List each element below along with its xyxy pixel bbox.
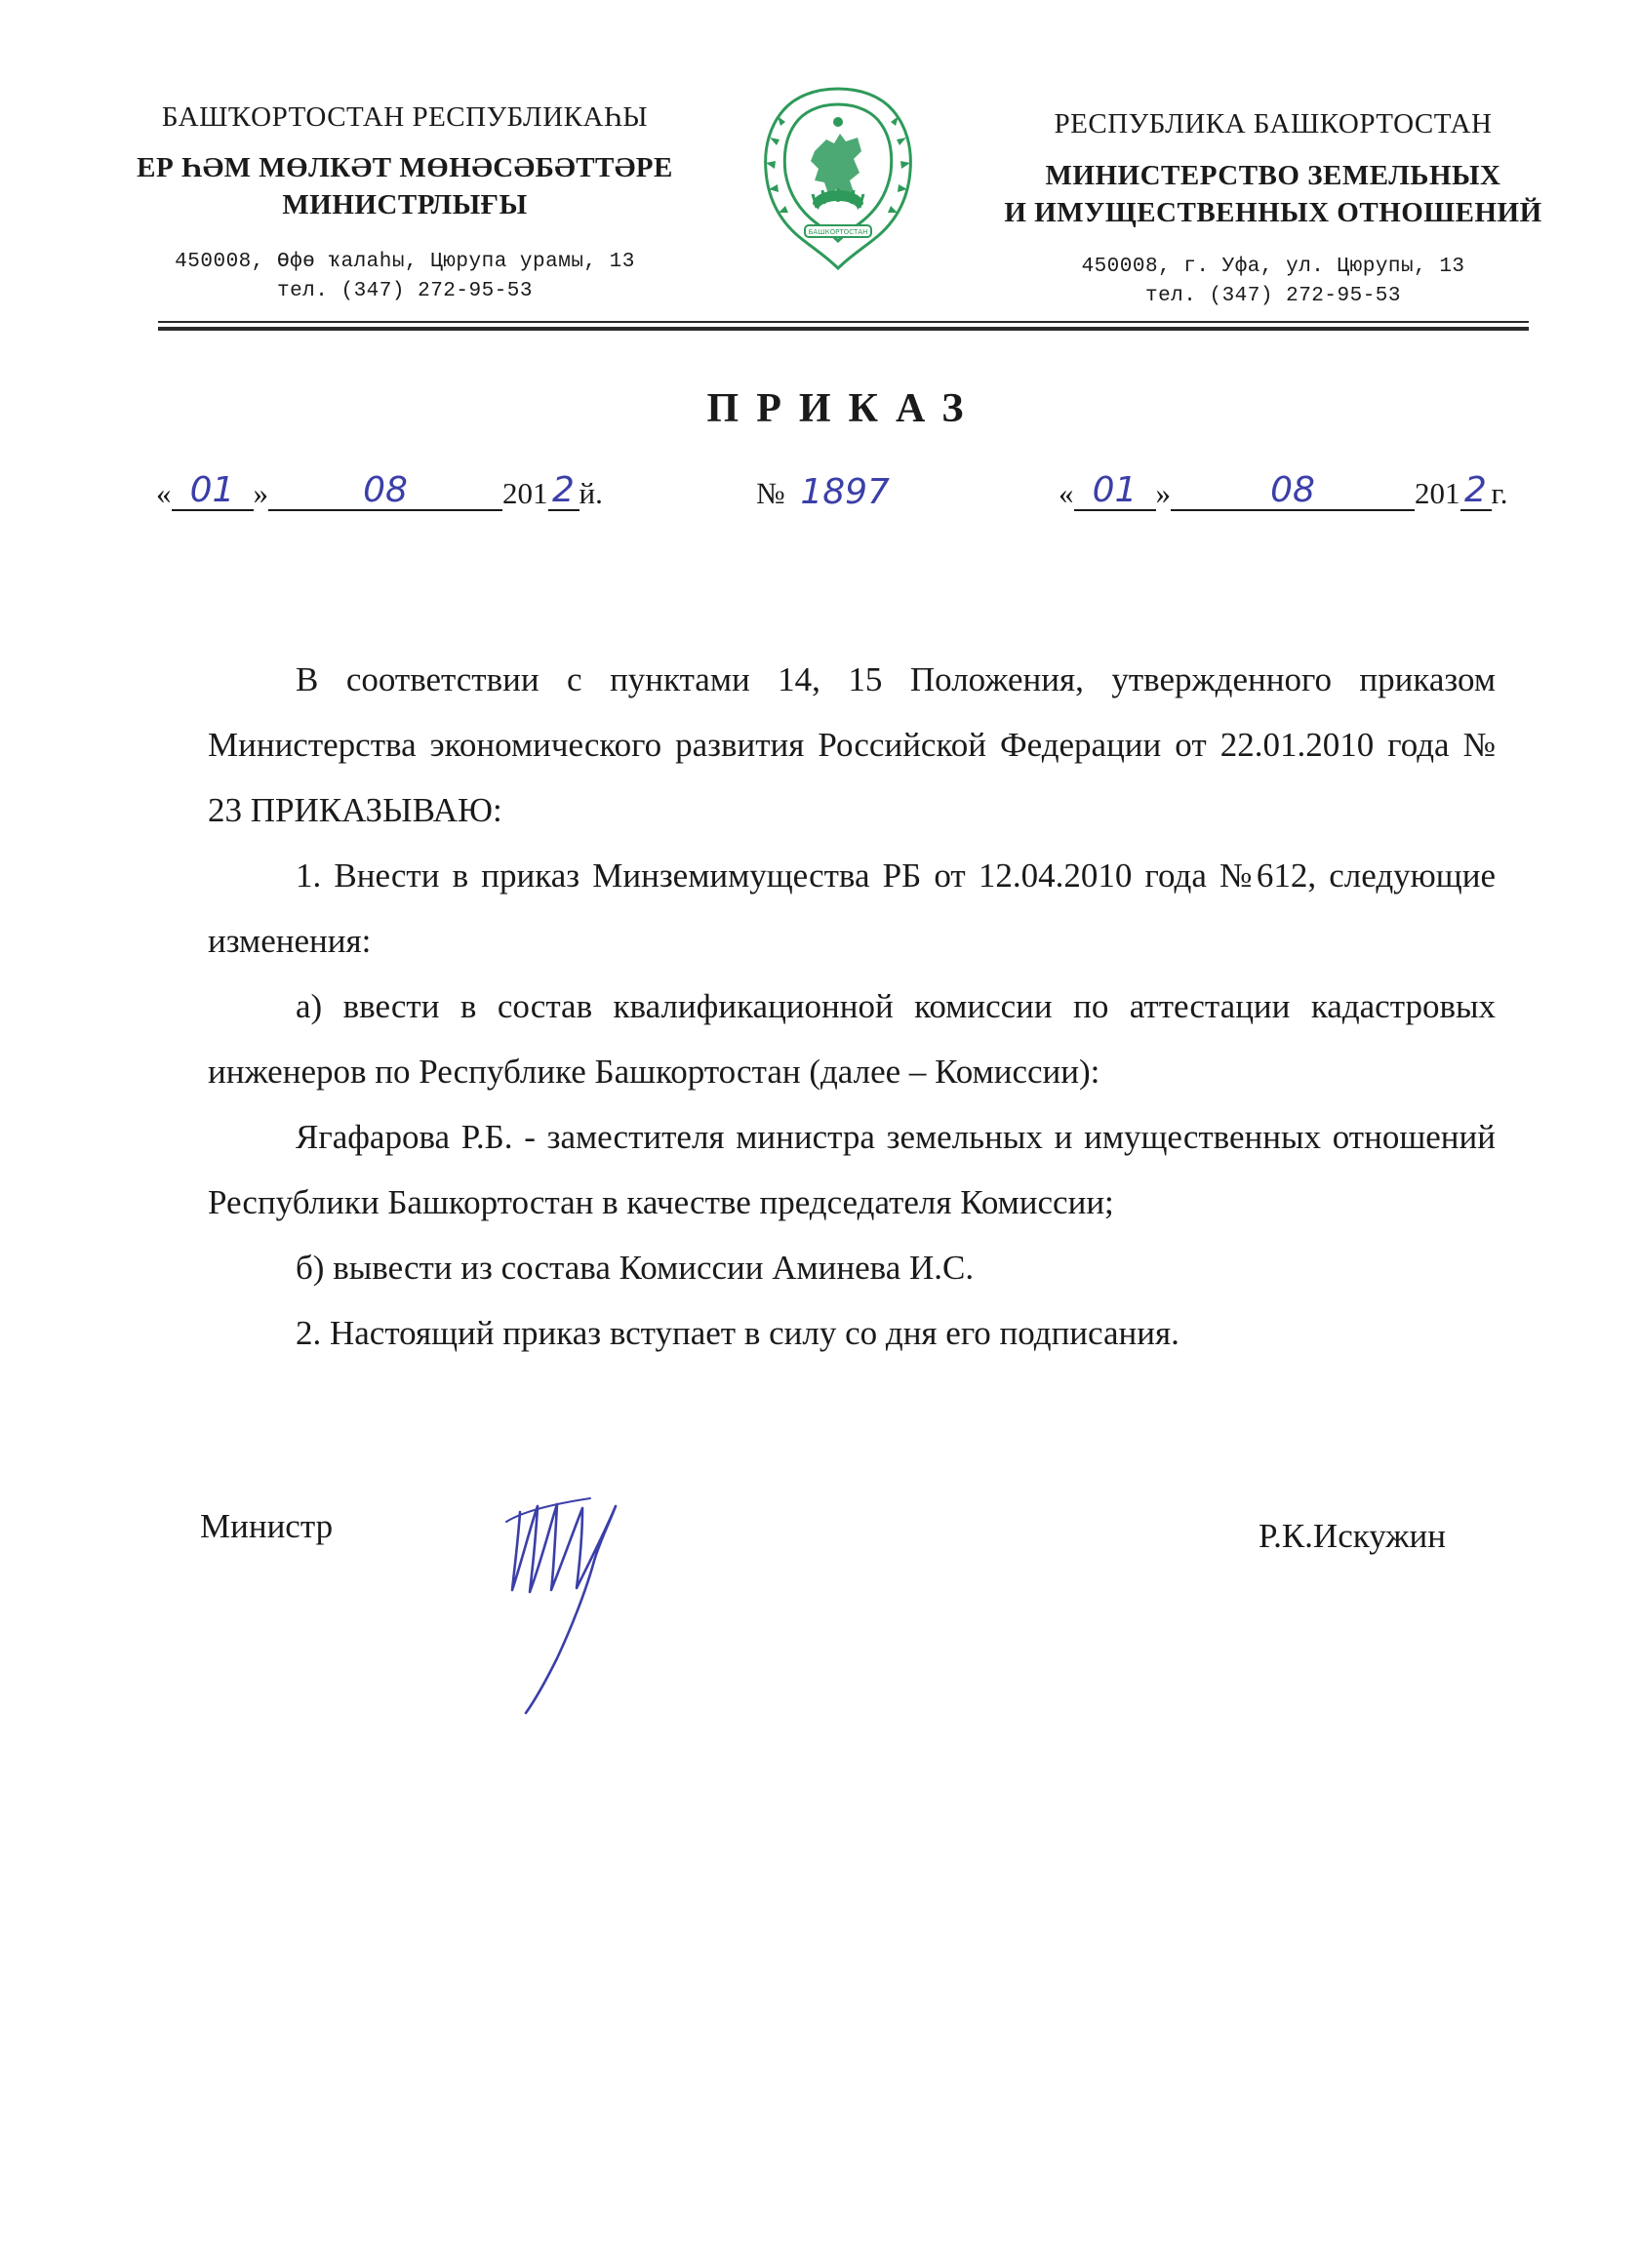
paragraph-item-1: 1. Внести в приказ Минземимущества РБ от 12.04.2010 года №612, следующие изменения: — [208, 856, 1496, 960]
header-left-republic: БАШҠОРТОСТАН РЕСПУБЛИКАҺЫ — [161, 101, 649, 133]
body-text — [208, 647, 1496, 1366]
date-right-suffix: г. — [1491, 476, 1508, 510]
date-right-year-prefix: 201 — [1415, 476, 1460, 510]
paragraph-preamble: В соответствии с пунктами 14, 15 Положения, утвержденного приказом Министерства экономического развития Российской Федерации от 22.01.2010 года № 23 ПРИКАЗЫВАЮ: — [208, 660, 1496, 829]
header-right-republic: РЕСПУБЛИКА БАШКОРТОСТАН — [1054, 108, 1493, 139]
date-right-close-quote: » — [1155, 476, 1171, 510]
date-right-day: 01 — [1074, 476, 1156, 511]
date-right-open-quote: « — [1059, 476, 1074, 510]
order-number — [756, 472, 890, 512]
date-right — [1059, 470, 1508, 511]
coat-of-arms-emblem — [756, 83, 920, 278]
header-left-ministry-line1: ЕР ҺӘМ МӨЛКӘТ МӨНӘСӘБӘТТӘРЕ — [137, 152, 673, 183]
date-left-day: 01 — [172, 476, 254, 511]
date-left-open-quote: « — [156, 476, 172, 510]
paragraph-item-2: 2. Настоящий приказ вступает в силу со дня его подписания. — [296, 1314, 1179, 1352]
signer-title: Министр — [200, 1507, 334, 1545]
date-right-year-digit: 2 — [1460, 476, 1492, 511]
date-right-month: 08 — [1171, 476, 1415, 511]
header-left-phone: тел. (347) 272-95-53 — [276, 280, 534, 302]
paragraph-item-a: а) ввести в состав квалификационной комиссии по аттестации кадастровых инженеров по Республике Башкортостан (далее – Комиссии): — [208, 987, 1496, 1091]
date-left-year-digit: 2 — [548, 476, 580, 511]
order-number-label: № — [756, 476, 785, 510]
header-right-address: 450008, г. Уфа, ул. Цюрупы, 13 — [1081, 256, 1465, 278]
header-rule-thin — [158, 321, 1529, 323]
header-rule-thick — [158, 327, 1529, 331]
document-title: ПРИКАЗ — [706, 386, 981, 431]
signer-name: Р.К.Искужин — [1259, 1517, 1446, 1555]
paragraph-item-b: б) вывести из состава Комиссии Аминева И.С. — [296, 1249, 975, 1287]
paragraph-appointee: Ягафарова Р.Б. - заместителя министра земельных и имущественных отношений Республики Башкортостан в качестве председателя Комиссии; — [208, 1118, 1496, 1221]
order-number-value: 1897 — [800, 472, 890, 512]
date-left-year-prefix: 201 — [502, 476, 548, 510]
date-left-suffix: й. — [579, 476, 603, 510]
header-right-ministry-line1: МИНИСТЕРСТВО ЗЕМЕЛЬНЫХ — [1045, 160, 1501, 191]
header-left-address: 450008, Өфө ҡалаһы, Цюрупа урамы, 13 — [175, 251, 635, 273]
date-left-month: 08 — [268, 476, 502, 511]
handwritten-signature — [493, 1483, 717, 1727]
emblem-ribbon-text: БАШКОРТОСТАН — [808, 228, 868, 236]
header-left-ministry-line2: МИНИСТРЛЫҒЫ — [282, 189, 528, 220]
date-left — [156, 470, 603, 511]
header-right-ministry-line2: И ИМУЩЕСТВЕННЫХ ОТНОШЕНИЙ — [1004, 197, 1542, 228]
date-left-close-quote: » — [253, 476, 268, 510]
header-right-phone: тел. (347) 272-95-53 — [1144, 285, 1402, 307]
